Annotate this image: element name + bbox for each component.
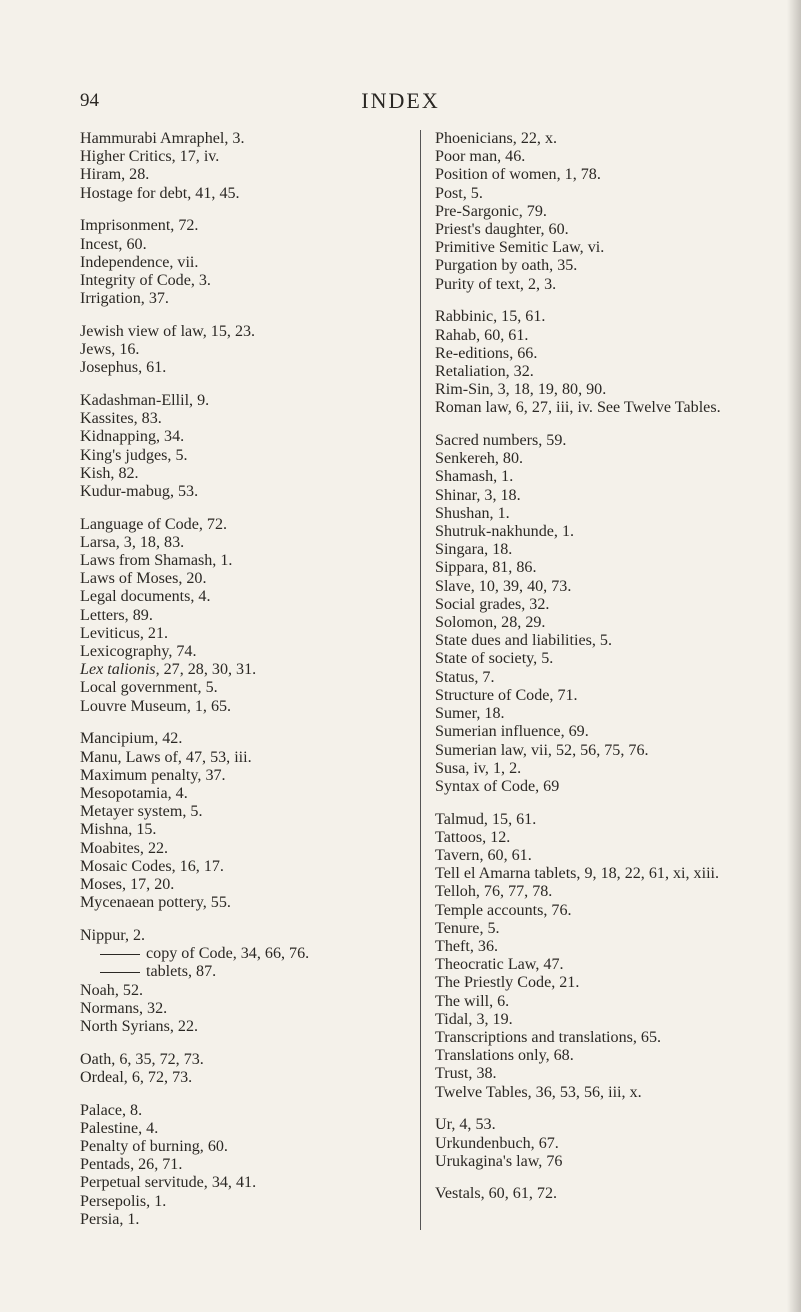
index-entry: Mishna, 15. [80, 821, 157, 839]
index-group-r [435, 308, 775, 417]
page-title: INDEX [361, 88, 440, 113]
index-entry: Transcriptions and translations, 65. [435, 1029, 662, 1047]
index-entry: Imprisonment, 72. [80, 217, 199, 235]
index-entry: The Priestly Code, 21. [435, 974, 580, 992]
index-subentry-text: tablets, 87. [146, 963, 217, 981]
index-entry: Kidnapping, 34. [80, 428, 185, 446]
lex-talionis-term: Lex talionis [80, 661, 156, 679]
index-entry: Ordeal, 6, 72, 73. [80, 1068, 193, 1086]
index-entry: Pre-Sargonic, 79. [435, 202, 547, 220]
index-entry: Perpetual servitude, 34, 41. [80, 1174, 257, 1192]
index-entry: Tavern, 60, 61. [435, 847, 532, 865]
index-entry: Mesopotamia, 4. [80, 785, 188, 802]
index-entry: Metayer system, 5. [80, 803, 203, 821]
index-entry: Mancipium, 42. [80, 730, 183, 748]
index-entry: Phoenicians, 22, x. [435, 130, 558, 147]
index-entry: Sumer, 18. [435, 705, 505, 723]
index-entry: Moses, 17, 20. [80, 876, 175, 894]
index-entry: Sumerian influence, 69. [435, 723, 589, 741]
index-entry: Sippara, 81, 86. [435, 559, 537, 577]
index-entry: Integrity of Code, 3. [80, 271, 211, 289]
index-entry: Kadashman-Ellil, 9. [80, 391, 210, 409]
index-entry: Rim-Sin, 3, 18, 19, 80, 90. [435, 381, 607, 399]
index-entry: Mosaic Codes, 16, 17. [80, 857, 224, 875]
index-entry: Kudur-mabug, 53. [80, 482, 199, 500]
index-entry: Post, 5. [435, 184, 483, 202]
index-entry: Ur, 4, 53. [435, 1116, 496, 1134]
index-entry: Trust, 38. [435, 1065, 497, 1083]
index-entry: Sacred numbers, 59. [435, 432, 567, 450]
index-group-t [435, 811, 775, 1102]
index-entry: Senkereh, 80. [435, 450, 524, 468]
ditto-dash [100, 954, 140, 955]
index-entry: Incest, 60. [80, 235, 147, 253]
index-entry: Nippur, 2. [80, 926, 146, 944]
index-entry: Oath, 6, 35, 72, 73. [80, 1050, 204, 1068]
index-entry: Palestine, 4. [80, 1119, 159, 1137]
index-entry: Hostage for debt, 41, 45. [80, 184, 240, 202]
index-entry: Re-editions, 66. [435, 344, 538, 362]
index-entry: Translations only, 68. [435, 1047, 574, 1065]
index-entry: Rahab, 60, 61. [435, 326, 529, 344]
index-entry: Singara, 18. [435, 541, 513, 559]
index-subentry-text: copy of Code, 34, 66, 76. [146, 945, 310, 963]
index-entry: Shushan, 1. [435, 504, 510, 522]
index-entry: Tidal, 3, 19. [435, 1010, 513, 1028]
index-subentry [80, 963, 405, 981]
index-entry: Palace, 8. [80, 1101, 143, 1119]
index-entry: Kassites, 83. [80, 410, 162, 428]
index-entry: North Syrians, 22. [80, 1017, 199, 1035]
index-entry: Shinar, 3, 18. [435, 486, 521, 504]
index-entry: Manu, Laws of, 47, 53, iii. [80, 748, 252, 766]
index-entry: State of society, 5. [435, 650, 554, 668]
ditto-dash [100, 972, 140, 973]
index-entry: Higher Critics, 17, iv. [80, 148, 220, 166]
index-entry: Priest's daughter, 60. [435, 221, 569, 239]
index-entry: Jewish view of law, 15, 23. [80, 322, 256, 340]
index-entry: Louvre Museum, 1, 65. [80, 697, 232, 715]
index-entry: Tattoos, 12. [435, 828, 511, 846]
index-entry: Structure of Code, 71. [435, 686, 578, 704]
index-entry: Normans, 32. [80, 999, 168, 1017]
index-entry: Persia, 1. [80, 1210, 140, 1228]
index-entry: Position of women, 1, 78. [435, 166, 601, 184]
left-column [80, 130, 405, 1243]
page-edge-shadow [787, 0, 801, 1312]
index-entry: Tenure, 5. [435, 919, 500, 937]
index-group-u [435, 1116, 775, 1171]
index-group-p2 [435, 130, 775, 294]
index-entry: Moabites, 22. [80, 839, 169, 857]
index-subentry [80, 945, 405, 963]
index-entry: Urkundenbuch, 67. [435, 1134, 559, 1152]
index-group-m [80, 730, 405, 912]
index-group-k [80, 392, 405, 501]
index-entry: Shutruk-nakhunde, 1. [435, 523, 575, 541]
index-entry: Leviticus, 21. [80, 624, 169, 642]
index-entry: Lexicography, 74. [80, 643, 197, 661]
index-entry: Susa, iv, 1, 2. [435, 759, 522, 777]
index-entry: Letters, 89. [80, 606, 153, 624]
index-entry: State dues and liabilities, 5. [435, 632, 612, 650]
index-entry: Status, 7. [435, 668, 495, 686]
page-number: 94 [80, 90, 99, 111]
index-group-i [80, 217, 405, 308]
index-entry: Shamash, 1. [435, 468, 514, 486]
index-entry: Kish, 82. [80, 464, 139, 482]
index-entry: Slave, 10, 39, 40, 73. [435, 577, 572, 595]
index-entry: Theft, 36. [435, 938, 499, 956]
index-group-j [80, 323, 405, 378]
index-entry: Tell el Amarna tablets, 9, 18, 22, 61, xi, xiii. [435, 865, 720, 883]
index-entry: Independence, vii. [80, 253, 199, 271]
index-entry: Legal documents, 4. [80, 588, 211, 606]
index-entry: Sumerian law, vii, 52, 56, 75, 76. [435, 741, 649, 759]
index-entry: Jews, 16. [80, 341, 140, 359]
index-entry: Telloh, 76, 77, 78. [435, 883, 553, 901]
index-entry: Temple accounts, 76. [435, 901, 572, 919]
index-entry: Irrigation, 37. [80, 290, 169, 308]
index-group-n [80, 927, 405, 1036]
index-entry: Larsa, 3, 18, 83. [80, 533, 185, 551]
lex-talionis-refs: , 27, 28, 30, 31. [155, 661, 257, 679]
index-entry: Language of Code, 72. [80, 515, 228, 533]
index-entry-lex-talionis [80, 661, 405, 679]
index-entry: Primitive Semitic Law, vi. [435, 239, 605, 257]
index-entry: Roman law, 6, 27, iii, iv. See Twelve Tables. [435, 399, 721, 417]
index-entry: Local government, 5. [80, 679, 218, 697]
index-entry: Hammurabi Amraphel, 3. [80, 130, 245, 147]
index-entry: Persepolis, 1. [80, 1192, 167, 1210]
index-entry: Solomon, 28, 29. [435, 614, 546, 632]
index-group-l [80, 516, 405, 716]
index-entry: Poor man, 46. [435, 148, 526, 166]
index-entry: Mycenaean pottery, 55. [80, 894, 231, 912]
index-entry: Laws from Shamash, 1. [80, 552, 233, 570]
index-entry: Josephus, 61. [80, 359, 167, 377]
index-group-p [80, 1102, 405, 1229]
index-entry: Penalty of burning, 60. [80, 1137, 228, 1155]
right-column [420, 130, 775, 1230]
index-entry: Talmud, 15, 61. [435, 810, 537, 828]
index-entry: Urukagina's law, 76 [435, 1152, 563, 1170]
index-entry: Pentads, 26, 71. [80, 1156, 183, 1174]
index-entry: Social grades, 32. [435, 595, 550, 613]
index-entry: Noah, 52. [80, 981, 144, 999]
index-entry: Twelve Tables, 36, 53, 56, iii, x. [435, 1083, 642, 1101]
index-entry: Maximum penalty, 37. [80, 766, 226, 784]
index-entry: The will, 6. [435, 992, 510, 1010]
index-entry: Retaliation, 32. [435, 362, 534, 380]
index-entry: Theocratic Law, 47. [435, 956, 564, 974]
index-group-o [80, 1051, 405, 1087]
index-entry: Purity of text, 2, 3. [435, 275, 557, 293]
index-group-s [435, 432, 775, 796]
index-group-v [435, 1185, 775, 1203]
index-entry: Laws of Moses, 20. [80, 570, 207, 588]
index-entry: Vestals, 60, 61, 72. [435, 1185, 558, 1203]
index-entry: King's judges, 5. [80, 446, 188, 464]
index-entry: Syntax of Code, 69 [435, 777, 560, 795]
index-entry: Purgation by oath, 35. [435, 257, 578, 275]
index-entry: Hiram, 28. [80, 166, 150, 184]
index-group-h [80, 130, 405, 203]
index-entry: Rabbinic, 15, 61. [435, 308, 546, 326]
